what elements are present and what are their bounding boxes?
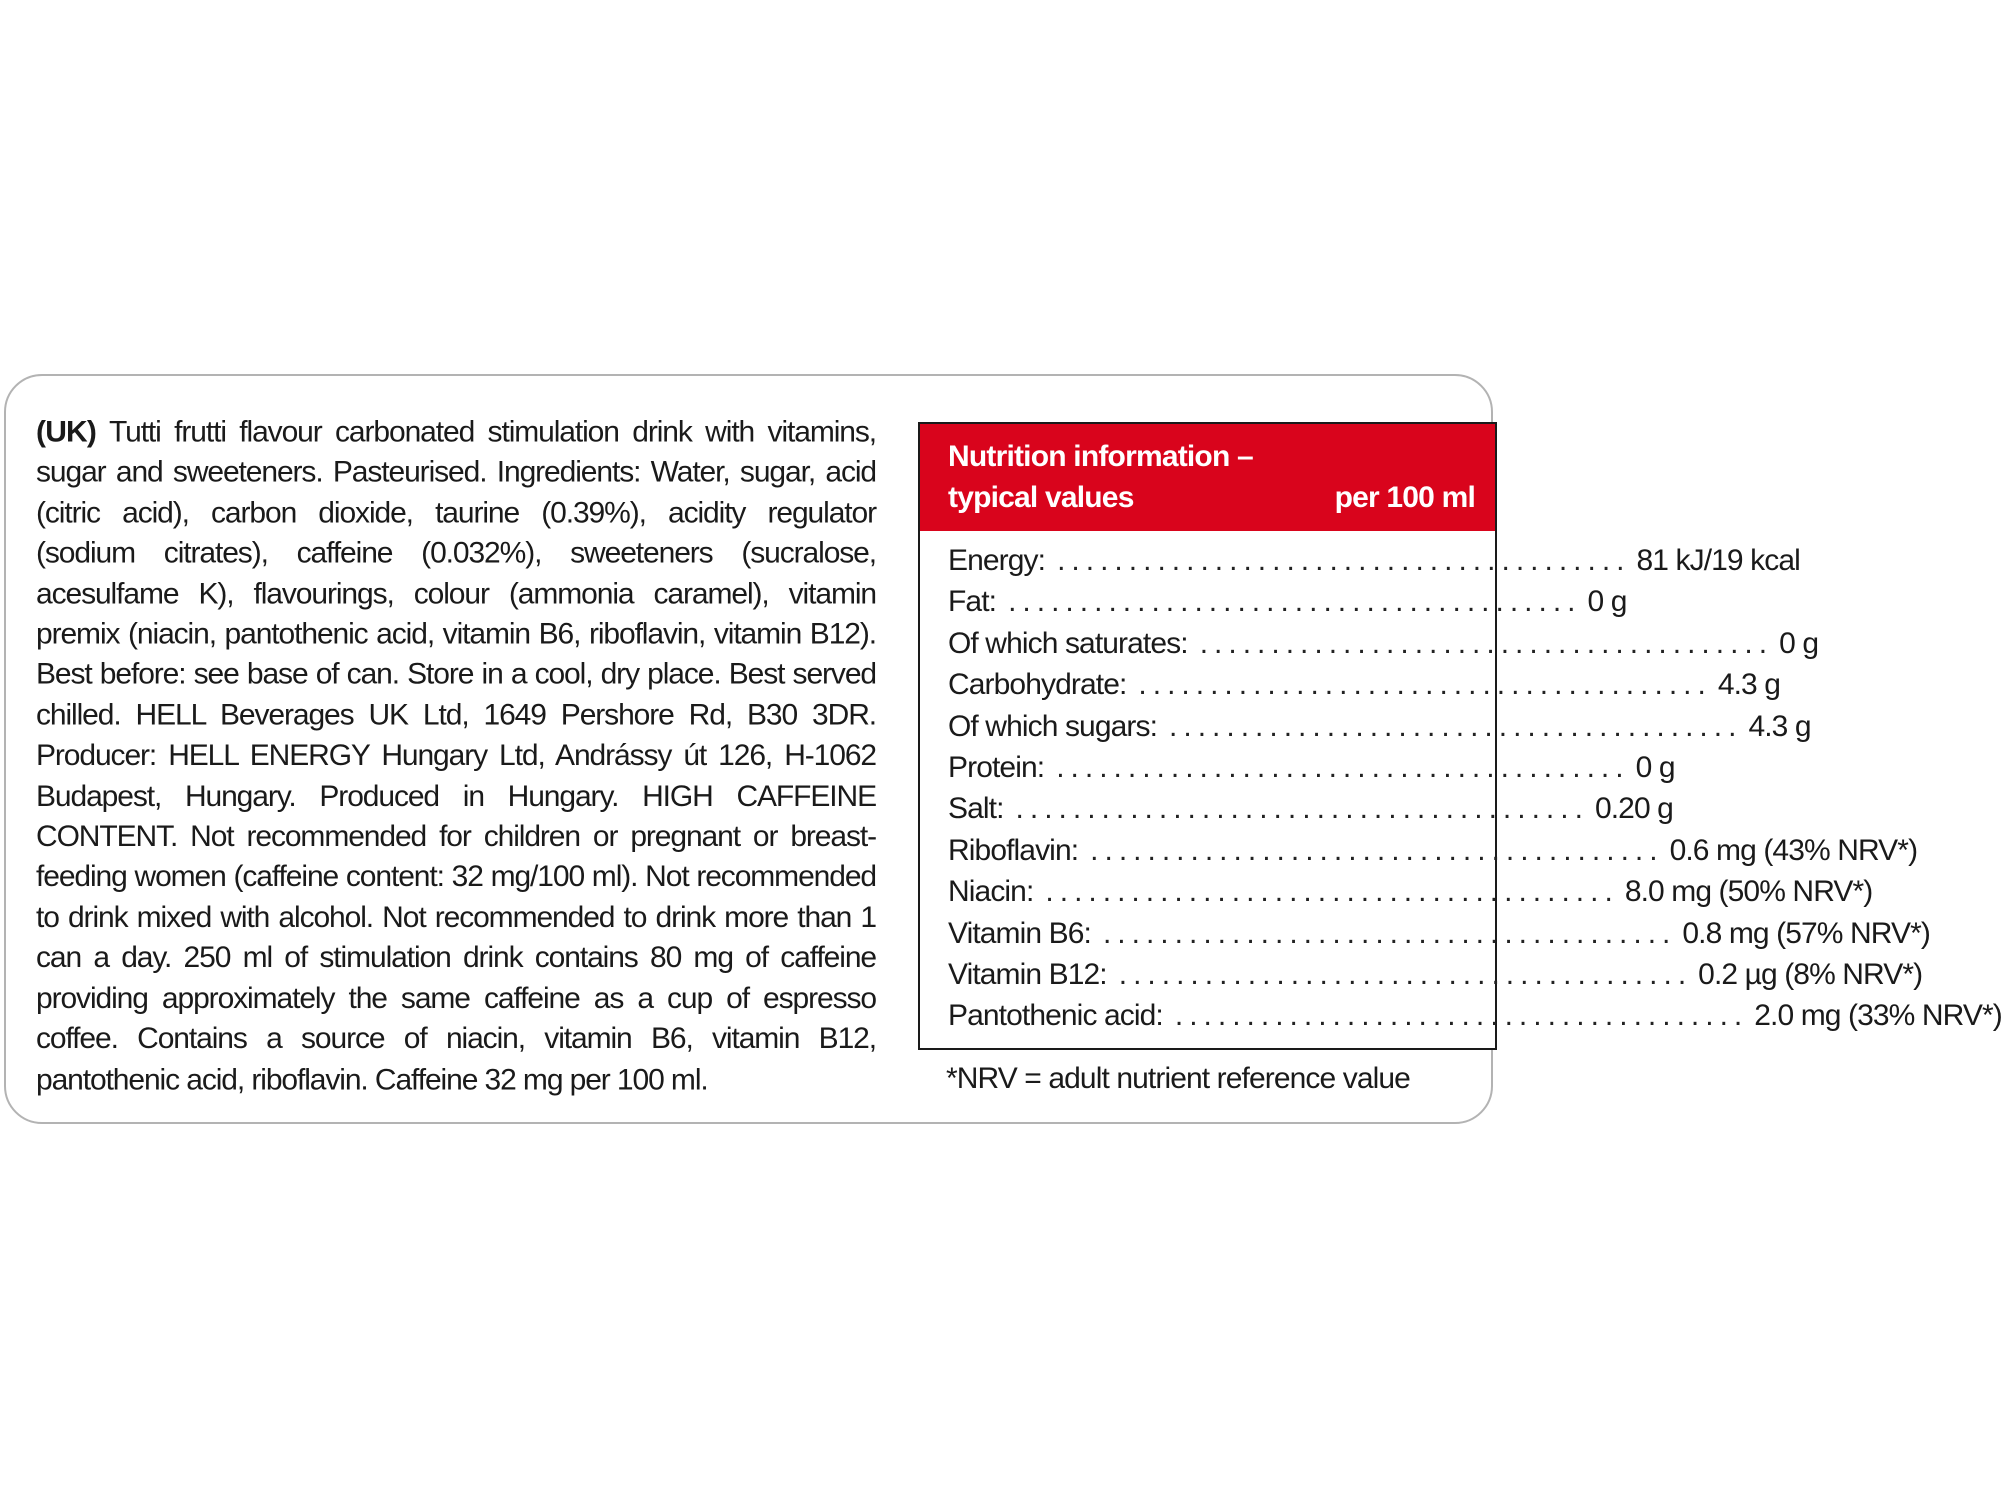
row-value: 2.0 mg (33% NRV*): [1754, 999, 2002, 1033]
nutrition-row-saturates: [948, 626, 1819, 668]
dot-leader: ........................................: [1008, 585, 1582, 619]
row-value: 4.3 g: [1748, 709, 1811, 743]
dot-leader: ........................................: [1057, 544, 1631, 577]
nutrition-row-vitamin-b12: [948, 957, 1923, 999]
dot-leader: ........................................: [1015, 792, 1589, 826]
nutrition-rows: [948, 544, 2002, 1041]
dot-leader: ........................................: [1138, 668, 1712, 702]
row-value: 0.6 mg (43% NRV*): [1669, 833, 1918, 867]
row-label: Pantothenic acid:: [948, 999, 1163, 1033]
ingredients-text: [36, 412, 876, 1100]
nutrition-title-line1: Nutrition information –: [948, 440, 1253, 473]
row-label: Carbohydrate:: [948, 668, 1127, 702]
row-label: Vitamin B6:: [948, 916, 1091, 950]
nutrition-row-fat: [948, 585, 1627, 626]
row-label: Protein:: [948, 750, 1045, 784]
row-label: Fat:: [948, 585, 997, 619]
row-label: Of which sugars:: [948, 709, 1158, 743]
dot-leader: ........................................: [1199, 626, 1774, 660]
row-value: 0 g: [1779, 626, 1819, 660]
row-value: 0.8 mg (57% NRV*): [1682, 916, 1930, 950]
dot-leader: ........................................: [1056, 750, 1630, 784]
row-label: Of which saturates:: [948, 626, 1188, 660]
nrv-footnote: *NRV = adult nutrient reference value: [946, 1062, 1410, 1095]
row-value: 0.20 g: [1594, 792, 1673, 826]
row-label: Vitamin B12:: [948, 957, 1107, 991]
ingredients-body: Tutti frutti flavour carbonated stimulation drink with vitamins, sugar and sweeteners. Pasteurised. Ingredients: Water, sugar, acid (citric acid), carbon dioxide, taurine (0.39%), acidity regulator (sodium citrates), caffeine (0.032%), sweeteners (sucralose, acesulfame K), flavourings, colour (ammonia caramel), vitamin premix (niacin, pantothenic acid, vitamin B6, riboflavin, vitamin B12). Best before: see base of can. Store in a cool, dry place. Best served chilled. HELL Beverages UK Ltd, 1649 Pershore Rd, B30 3DR. Producer: HELL ENERGY Hungary Ltd, Andrássy út 126, H-1062 Budapest, Hungary. Produced in Hungary. HIGH CAFFEINE CONTENT. Not recommended for children or pregnant or breast-feeding women (caffeine content: 32 mg/100 ml). Not recommended to drink mixed with alcohol. Not recommended to drink more than 1 can a day. 250 ml of stimulation drink contains 80 mg of caffeine providing approximately the same caffeine as a cup of espresso coffee. Contains a source of niacin, vitamin B6, vitamin B12, pantothenic acid, riboflavin. Caffeine 32 mg per 100 ml.: [36, 415, 876, 1096]
dot-leader: ........................................: [1169, 709, 1743, 743]
nutrition-row-pantothenic-acid: [948, 999, 2002, 1040]
nutrition-per-unit: per 100 ml: [1334, 481, 1475, 514]
nutrition-table: [918, 422, 2002, 1050]
dot-leader: ........................................: [1102, 916, 1677, 950]
nutrition-title-line2: typical values: [948, 481, 1134, 514]
nutrition-row-carbohydrate: [948, 668, 1781, 709]
row-label: Riboflavin:: [948, 833, 1079, 867]
nutrition-row-energy: [948, 544, 1800, 585]
row-value: 8.0 mg (50% NRV*): [1624, 875, 1873, 909]
nutrition-row-niacin: [948, 875, 1873, 916]
nutrition-row-sugars: [948, 709, 1811, 751]
country-code: (UK): [36, 415, 97, 449]
row-value: 0.2 µg (8% NRV*): [1698, 957, 1923, 991]
dot-leader: ........................................: [1118, 957, 1693, 991]
nutrition-header: [920, 424, 1495, 531]
nutrition-row-riboflavin: [948, 833, 1918, 875]
row-value: 4.3 g: [1717, 668, 1781, 702]
nutrition-row-protein: [948, 750, 1675, 792]
row-label: Energy:: [948, 544, 1046, 577]
nutrition-row-salt: [948, 792, 1673, 833]
row-value: 0 g: [1587, 585, 1627, 619]
dot-leader: ........................................: [1090, 833, 1664, 867]
row-value: 81 kJ/19 kcal: [1636, 544, 1800, 577]
dot-leader: ........................................: [1045, 875, 1619, 909]
row-label: Salt:: [948, 792, 1004, 826]
nutrition-row-vitamin-b6: [948, 916, 1930, 958]
dot-leader: ........................................: [1174, 999, 1749, 1033]
row-value: 0 g: [1635, 750, 1675, 784]
row-label: Niacin:: [948, 875, 1034, 909]
